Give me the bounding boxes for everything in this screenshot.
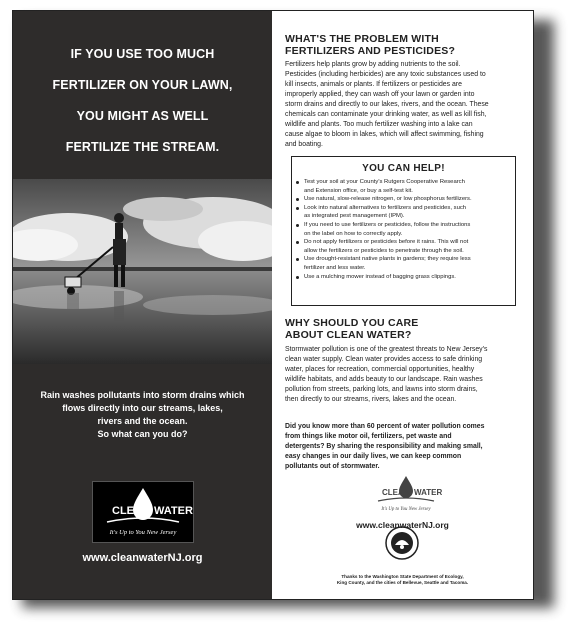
problem-paragraph xyxy=(285,60,525,150)
headline-line: YOU MIGHT AS WELL xyxy=(76,109,209,123)
help-item: If you need to use fertilizers or pesticides, follow the instructions on the label on how to correctly apply. xyxy=(304,221,515,238)
heading-line: ABOUT CLEAN WATER? xyxy=(285,329,412,341)
text-line: clean water supply. Clean water provides access to safe drinking xyxy=(285,356,483,363)
care-heading xyxy=(285,317,525,341)
help-item: Use drought-resistant native plants in gardens; they require less fertilizer and less water. xyxy=(304,255,515,272)
bullet-icon xyxy=(296,241,299,244)
help-item: Use natural, slow-release nitrogen, or low phosphorus fertilizers. xyxy=(304,195,515,204)
headline-line: FERTILIZER ON YOUR LAWN, xyxy=(52,78,233,92)
rain-line: flows directly into our streams, lakes, xyxy=(62,403,223,413)
heading-line: WHY SHOULD YOU CARE xyxy=(285,317,419,329)
text-line: Stormwater pollution is one of the greatest threats to New Jersey's xyxy=(285,346,488,353)
text-line: chemicals can contaminate your drinking water, as well as kill fish, xyxy=(285,111,487,118)
headline xyxy=(23,39,262,163)
clean-water-logo xyxy=(92,481,194,543)
website-url[interactable]: www.cleanwaterNJ.org xyxy=(82,552,203,564)
problem-heading xyxy=(285,33,525,57)
right-panel xyxy=(272,11,533,599)
text-line: pollution from streets, parking lots, and lawns into storm drains, xyxy=(285,386,478,393)
text-line: then directly to our streams, rivers, lakes and the ocean. xyxy=(285,396,457,403)
website-url-small[interactable]: www.cleanwaterNJ.org xyxy=(356,520,449,530)
text-line: Fertilizers help plants grow by adding nutrients to the soil. xyxy=(285,61,461,68)
help-list xyxy=(292,178,515,281)
bullet-icon xyxy=(296,276,299,279)
bullet-icon xyxy=(296,224,299,227)
text-line: Pesticides (including herbicides) are any toxic substances used to xyxy=(285,71,486,78)
logo-word-water: WATER xyxy=(414,488,442,497)
text-line: Thanks to the Washington State Department of Ecology, xyxy=(341,574,464,579)
text-line: pollutants out of stormwater. xyxy=(285,463,380,470)
logo-word-clean: CLEAN xyxy=(112,505,150,517)
heading-line: FERTILIZERS AND PESTICIDES? xyxy=(285,45,456,57)
text-line: King County, and the cities of Bellevue, Seattle and Tacoma. xyxy=(336,580,469,585)
text-line: from things like motor oil, fertilizers, pet waste and xyxy=(285,433,452,440)
text-line: storm drains and directly to our lakes, rivers, and the ocean. These xyxy=(285,101,489,108)
rain-text xyxy=(27,389,258,441)
heading-line: WHAT'S THE PROBLEM WITH xyxy=(285,33,439,45)
text-line: cause algae to bloom in lakes, which will affect swimming, fishing xyxy=(285,131,484,138)
text-line: Did you know more than 60 percent of water pollution comes xyxy=(285,423,485,430)
bullet-icon xyxy=(296,198,299,201)
rain-line: rivers and the ocean. xyxy=(97,416,188,426)
logo-tagline: It's Up to You New Jersey xyxy=(381,507,431,512)
text-line: kill insects, animals or plants. If fertilizers or pesticides are xyxy=(285,81,462,88)
bullet-icon xyxy=(296,258,299,261)
rain-line: So what can you do? xyxy=(97,429,188,439)
bullet-icon xyxy=(296,207,299,210)
help-item: Use a mulching mower instead of bagging grass clippings. xyxy=(304,273,515,282)
care-paragraph xyxy=(285,345,525,405)
flyer-page xyxy=(12,10,534,600)
bullet-icon xyxy=(296,181,299,184)
you-can-help-box xyxy=(291,156,516,306)
did-you-know-paragraph xyxy=(285,422,525,472)
text-line: and boating. xyxy=(285,141,323,148)
headline-line: IF YOU USE TOO MUCH xyxy=(70,47,215,61)
text-line: easy changes in our daily lives, we can keep common xyxy=(285,453,462,460)
logo-word-water: WATER xyxy=(154,505,193,517)
clean-water-logo-small xyxy=(370,474,442,514)
logo-tagline: It's Up to You New Jersey xyxy=(109,529,177,536)
help-item: Do not apply fertilizers or pesticides before it rains. This will not allow the fertilizers or pesticides to penetrate through the soil. xyxy=(304,238,515,255)
text-line: detergents? By sharing the responsibility and making small, xyxy=(285,443,483,450)
text-line: wildlife habitats, and adds beauty to our landscape. Rain washes xyxy=(285,376,483,383)
help-title: YOU CAN HELP! xyxy=(362,163,445,174)
left-panel xyxy=(13,11,272,599)
text-line: wildlife and plants. Too much fertilizer washing into a lake can xyxy=(285,121,473,128)
help-item: Look into natural alternatives to fertilizers and pesticides, such as integrated pest management (IPM). xyxy=(304,204,515,221)
logo-word-clean: CLEAN xyxy=(382,488,410,497)
thanks-credit xyxy=(292,574,513,586)
man-spreading-fertilizer-photo xyxy=(13,179,272,364)
rain-line: Rain washes pollutants into storm drains which xyxy=(40,390,245,400)
state-seal-icon xyxy=(384,525,420,561)
headline-line: FERTILIZE THE STREAM. xyxy=(65,140,220,154)
text-line: water, places for recreation, commercial opportunities, healthy xyxy=(285,366,475,373)
help-item: Test your soil at your County's Rutgers Cooperative Research and Extension office, or buy a self-test kit. xyxy=(304,178,515,195)
text-line: improperly applied, they can wash off your lawn or garden into xyxy=(285,91,475,98)
